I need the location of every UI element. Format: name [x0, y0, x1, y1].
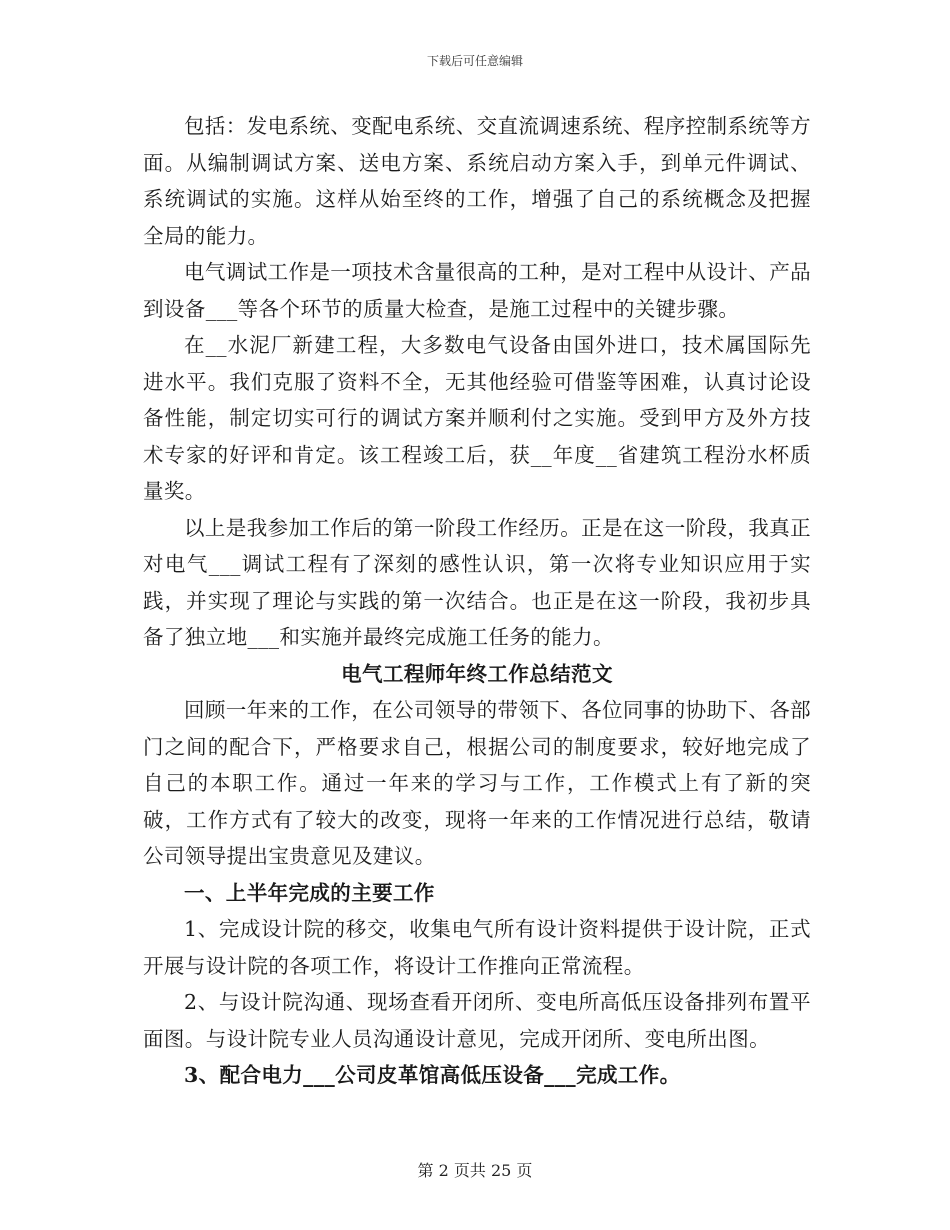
paragraph-commissioning: 电气调试工作是一项技术含量很高的工种，是对工程中从设计、产品到设备___等各个环节的质量大检查，是施工过程中的关键步骤。: [143, 260, 811, 321]
list-item: 1、完成设计院的移交，收集电气所有设计资料提供于设计院，正式开展与设计院的各项工作，将设计工作推向正常流程。: [143, 917, 811, 978]
document-body: [143, 108, 811, 1094]
paragraph-intro: 回顾一年来的工作，在公司领导的带领下、各位同事的协助下、各部门之间的配合下，严格要求自己，根据公司的制度要求，较好地完成了自己的本职工作。通过一年来的学习与工作，工作模式上有了新的突破，工作方式有了较大的改变，现将一年来的工作情况进行总结，敬请公司领导提出宝贵意见及建议。: [143, 698, 811, 868]
page-header: 下载后可任意编辑: [426, 54, 523, 68]
paragraph-cement-plant: 在__水泥厂新建工程，大多数电气设备由国外进口，技术属国际先进水平。我们克服了资料不全，无其他经验可借鉴等困难，认真讨论设备性能，制定切实可行的调试方案并顺利付之实施。受到甲方及外方技术专家的好评和肯定。该工程竣工后，获__年度__省建筑工程汾水杯质量奖。: [143, 333, 811, 503]
paragraph-systems: 包括：发电系统、变配电系统、交直流调速系统、程序控制系统等方面。从编制调试方案、送电方案、系统启动方案入手，到单元件调试、系统调试的实施。这样从始至终的工作，增强了自己的系统概念及把握全局的能力。: [143, 114, 811, 248]
paragraph-first-stage: 以上是我参加工作后的第一阶段工作经历。正是在这一阶段，我真正对电气___调试工程有了深刻的感性认识，第一次将专业知识应用于实践，并实现了理论与实践的第一次结合。也正是在这一阶段，我初步具备了独立地___和实施并最终完成施工任务的能力。: [143, 515, 811, 649]
subheading-first-half: 一、上半年完成的主要工作: [184, 880, 435, 905]
section-title: 电气工程师年终工作总结范文: [341, 661, 613, 686]
list-item: 2、与设计院沟通、现场查看开闭所、变电所高低压设备排列布置平面图。与设计院专业人员沟通设计意见，完成开闭所、变电所出图。: [143, 990, 811, 1051]
list-item-bold: 3、配合电力___公司皮革馆高低压设备___完成工作。: [184, 1063, 681, 1087]
page-footer: 第 2 页共 25 页: [417, 1161, 533, 1180]
